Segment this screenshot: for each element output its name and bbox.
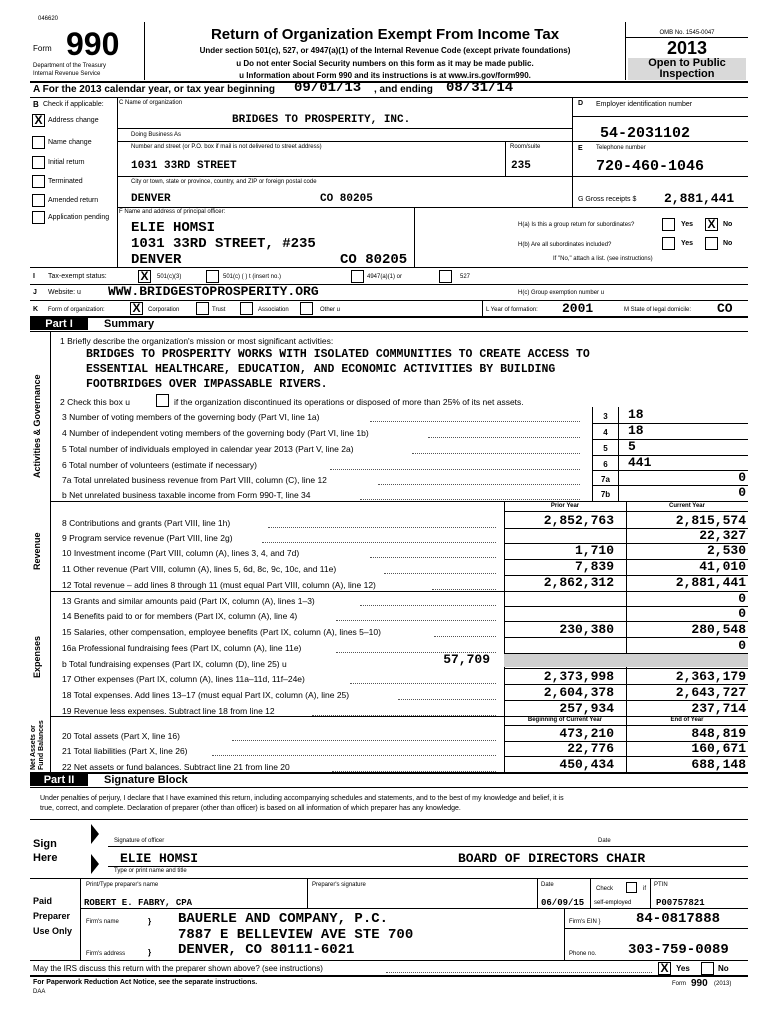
preparer-date-label: Date [541,882,554,888]
officer-state-zip[interactable]: CO 80205 [340,252,408,268]
part2-tag: Part II [30,774,88,786]
line15-label: 15 Salaries, other compensation, employee benefits (Part IX, column (A), lines 5–10) [62,627,381,637]
line3-value[interactable]: 18 [628,407,644,422]
line7b-value[interactable]: 0 [738,485,746,500]
form-subtitle: Under section 501(c), 527, or 4947(a)(1) of the Internal Revenue Code (except private foundations) [199,46,571,55]
side-revenue: Revenue [32,532,42,570]
signature-date-label: Date [598,838,611,844]
discuss-yes-checkbox[interactable]: X [658,962,671,975]
line5-label: 5 Total number of individuals employed in calendar year 2013 (Part V, line 2a) [62,444,354,454]
line21-begin[interactable]: 22,776 [567,741,614,756]
line18-current[interactable]: 2,643,727 [675,685,746,700]
i-label: I [33,273,35,280]
firm-address-line1[interactable]: 7887 E BELLEVIEW AVE STE 700 [178,927,414,943]
penalty-text-1: Under penalties of perjury, I declare that I have examined this return, including accompanying schedules and statements, and to the best of my knowledge and belief, it is [40,795,564,802]
preparer-date[interactable]: 06/09/15 [541,898,585,908]
firm-phone[interactable]: 303-759-0089 [628,942,729,958]
line18-prior[interactable]: 2,604,378 [543,685,614,700]
status-527-label: 527 [460,274,471,280]
line6-num: 6 [603,460,608,469]
line4-num: 4 [603,428,608,437]
line5-num: 5 [603,444,608,453]
footer-form-number: 990 [691,978,708,989]
line1-label: 1 Briefly describe the organization's mission or most significant activities: [60,336,334,346]
discuss-yes-label: Yes [676,964,690,973]
omb-number: OMB No. 1545-0047 [659,30,715,36]
irs-label: Internal Revenue Service [33,71,101,77]
line16b-shaded [504,654,748,667]
h-a-label: H(a) Is this a group return for subordinates? [518,222,635,228]
paperwork-notice: For Paperwork Reduction Act Notice, see the separate instructions. [33,979,258,986]
line14-label: 14 Benefits paid to or for members (Part IX, column (A), line 4) [62,611,298,621]
street-address[interactable]: 1031 33RD STREET [131,160,237,172]
line19-current[interactable]: 237,714 [691,701,746,716]
line6-label: 6 Total number of volunteers (estimate if necessary) [62,460,257,470]
col-end-year: End of Year [670,717,704,723]
tax-year-end: 08/31/14 [446,80,514,96]
tax-year-begin: 09/01/13 [294,80,362,96]
officer-city[interactable]: DENVER [131,252,182,268]
preparer-signature-label: Preparer's signature [312,882,366,888]
association-label: Association [258,307,289,313]
amended-return-label: Amended return [48,197,99,204]
j-label: J [33,289,37,296]
open-public: Open to Public [628,58,746,69]
part1-title: Summary [104,318,155,330]
other-checkbox[interactable] [300,302,313,315]
line22-begin[interactable]: 450,434 [559,757,614,772]
city-label: City or town, state or province, country, and ZIP or foreign postal code [131,179,317,185]
side-fund-balances: Fund Balances [38,720,45,770]
line14-current[interactable]: 0 [738,606,746,621]
footer-form-word: Form [672,981,686,987]
k-label: K [33,306,39,313]
gross-receipts-label: G Gross receipts $ [578,196,637,203]
line4-label: 4 Number of independent voting members of the governing body (Part VI, line 1b) [62,428,369,438]
address-change-label: Address change [48,117,99,124]
check-if-applicable: Check if applicable: [43,101,104,108]
here-label: Here [33,852,58,864]
f-label: F Name and address of principal officer: [119,209,226,215]
if-label: if [643,886,646,892]
line17-prior[interactable]: 2,373,998 [543,669,614,684]
status-501c-checkbox[interactable] [206,270,219,283]
line13-current[interactable]: 0 [738,591,746,606]
line11-prior[interactable]: 7,839 [574,559,614,574]
application-pending-label: Application pending [48,214,110,221]
name-change-checkbox[interactable] [32,136,45,149]
gross-receipts[interactable]: 2,881,441 [664,191,735,206]
side-activities-governance: Activities & Governance [32,374,42,478]
hb-no-label: No [723,240,733,247]
mission-line-1[interactable]: BRIDGES TO PROSPERITY WORKS WITH ISOLATED COMMUNITIES TO CREATE ACCESS TO [86,348,590,361]
state-domicile[interactable]: CO [717,301,733,316]
line22-end[interactable]: 688,148 [691,757,746,772]
line17-current[interactable]: 2,363,179 [675,669,746,684]
tax-year: 2013 [666,38,708,58]
year-formation-label: L Year of formation: [486,307,538,313]
ha-no-label: No [723,221,733,228]
open-inspection: Inspection [628,69,746,80]
trust-label: Trust [212,307,226,313]
signature-officer-label: Signature of officer [114,838,165,844]
status-4947-checkbox[interactable] [351,270,364,283]
line7b-num: 7b [600,490,611,499]
line9-label: 9 Program service revenue (Part VIII, line 2g) [62,533,233,543]
officer-address[interactable]: 1031 33RD STREET, #235 [131,236,316,252]
line15-prior[interactable]: 230,380 [559,622,614,637]
application-pending-checkbox[interactable] [32,211,45,224]
phone-label: Telephone number [596,145,646,151]
line16a-current[interactable]: 0 [738,638,746,653]
dba-label: Doing Business As [131,132,182,138]
name-change-label: Name change [48,139,92,146]
city[interactable]: DENVER [131,193,171,205]
street-label: Number and street (or P.O. box if mail is not delivered to street address) [131,144,322,150]
discuss-no-label: No [718,964,729,973]
col-prior-year: Prior Year [550,503,580,509]
self-employed-label: self-employed [594,900,632,906]
ha-yes-checkbox[interactable] [662,218,675,231]
status-501c3-checkbox[interactable]: X [138,270,151,283]
association-checkbox[interactable] [240,302,253,315]
line4-value[interactable]: 18 [628,423,644,438]
discuss-question: May the IRS discuss this return with the preparer shown above? (see instructions) [33,964,323,973]
terminated-checkbox[interactable] [32,175,45,188]
line20-end[interactable]: 848,819 [691,726,746,741]
d-label: D [578,100,584,107]
line-a-label: A For the 2013 calendar year, or tax year beginning [33,84,275,95]
line20-label: 20 Total assets (Part X, line 16) [62,731,180,741]
line19-prior[interactable]: 257,934 [559,701,614,716]
check-label: Check [596,886,614,892]
line13-label: 13 Grants and similar amounts paid (Part IX, column (A), lines 1–3) [62,596,315,606]
line9-current[interactable]: 22,327 [699,528,746,543]
officer-printed-name[interactable]: ELIE HOMSI [120,851,199,866]
website-label: Website: u [48,289,81,296]
preparer-label: Preparer [33,911,71,921]
line12-label: 12 Total revenue – add lines 8 through 11 (must equal Part VIII, column (A), line 12) [62,580,376,590]
firm-address-line2[interactable]: DENVER, CO 80111-6021 [178,942,355,958]
year-formation[interactable]: 2001 [562,301,594,316]
form-code: 046620 [38,16,59,22]
tax-exempt-status-label: Tax-exempt status: [48,273,107,280]
line12-current[interactable]: 2,881,441 [675,575,746,590]
line5-value[interactable]: 5 [628,439,636,454]
ein[interactable]: 54-2031102 [600,125,691,142]
sign-arrows [90,822,100,878]
initial-return-checkbox[interactable] [32,156,45,169]
line3-label: 3 Number of voting members of the governing body (Part VI, line 1a) [62,412,320,422]
line16a-label: 16a Professional fundraising fees (Part IX, column (A), line 11e) [62,643,302,653]
side-net-assets: Net Assets or [30,725,37,770]
self-employed-checkbox[interactable] [626,882,637,893]
line7b-label: b Net unrelated business taxable income from Form 990-T, line 34 [62,490,311,500]
col-current-year: Current Year [669,503,705,509]
status-501c3-label: 501(c)(3) [157,274,182,280]
line11-current[interactable]: 41,010 [699,559,746,574]
sign-label: Sign [33,838,57,850]
line6-value[interactable]: 441 [628,455,652,470]
corporation-label: Corporation [148,307,180,313]
group-exemption-label: H(c) Group exemption number u [518,290,605,296]
amended-return-checkbox[interactable] [32,194,45,207]
line3-num: 3 [603,412,608,421]
preparer-name[interactable]: ROBERT E. FABRY, CPA [84,898,193,908]
line7a-num: 7a [601,475,610,484]
firm-name[interactable]: BAUERLE AND COMPANY, P.C. [178,911,389,927]
form-word: Form [33,44,52,53]
address-change-checkbox[interactable]: X [32,114,45,127]
line21-label: 21 Total liabilities (Part X, line 26) [62,746,188,756]
ein-label: Employer identification number [596,101,693,108]
part2-title: Signature Block [104,774,188,786]
ptin-value[interactable]: P00757821 [656,898,705,908]
type-print-label: Type or print name and title [114,868,187,874]
officer-name[interactable]: ELIE HOMSI [131,220,216,236]
firm-address-label: Firm's address [86,951,126,957]
info-notice: u Information about Form 990 and its instructions is at www.irs.gov/form990. [239,71,531,80]
firm-name-label: Firm's name [86,919,119,925]
room-suite[interactable]: 235 [511,160,531,172]
telephone[interactable]: 720-460-1046 [596,158,705,175]
line10-prior[interactable]: 1,710 [574,543,614,558]
dept-treasury: Department of the Treasury [33,63,107,69]
footer-form-year: (2013) [714,981,732,987]
line20-begin[interactable]: 473,210 [559,726,614,741]
initial-return-label: Initial return [48,159,85,166]
use-only-label: Use Only [33,926,73,936]
col-begin-year: Beginning of Current Year [527,717,603,723]
line2-label: 2 Check this box u [60,397,130,407]
other-label: Other u [320,307,341,313]
line22-label: 22 Net assets or fund balances. Subtract line 21 from line 20 [62,762,290,772]
phone-no-label: Phone no. [569,951,597,957]
line8-current[interactable]: 2,815,574 [675,513,746,528]
trust-checkbox[interactable] [196,302,209,315]
h-note: If "No," attach a list. (see instructions) [553,256,653,262]
ha-yes-label: Yes [681,221,694,228]
hb-yes-checkbox[interactable] [662,237,675,250]
corporation-checkbox[interactable]: X [130,302,143,315]
room-label: Room/suite [510,144,541,150]
line21-end[interactable]: 160,671 [691,741,746,756]
mission-line-2[interactable]: ESSENTIAL HEALTHCARE, EDUCATION, AND ECONOMIC ACTIVITIES BY BUILDING [86,363,556,376]
line15-current[interactable]: 280,548 [691,622,746,637]
officer-title[interactable]: BOARD OF DIRECTORS CHAIR [458,851,646,866]
line17-label: 17 Other expenses (Part IX, column (A), lines 11a–11d, 11f–24e) [62,674,305,684]
discuss-no-checkbox[interactable] [701,962,714,975]
ssn-notice: u Do not enter Social Security numbers on this form as it may be made public. [236,59,534,68]
paid-label: Paid [33,896,53,906]
line16b-fundraising[interactable]: 57,709 [443,652,490,667]
ha-no-checkbox[interactable]: X [705,218,718,231]
discontinued-checkbox[interactable] [156,394,169,407]
form-of-org-label: Form of organization: [48,307,105,313]
preparer-name-label: Print/Type preparer's name [86,882,159,888]
h-b-label: H(b) Are all subordinates included? [518,242,612,248]
state-zip[interactable]: CO 80205 [320,193,373,205]
line10-current[interactable]: 2,530 [706,543,746,558]
firm-ein[interactable]: 84-0817888 [636,911,721,927]
state-domicile-label: M State of legal domicile: [624,307,692,313]
b-label: B [33,100,39,109]
hb-yes-label: Yes [681,240,694,247]
firm-ein-label: Firm's EIN } [569,919,601,925]
website[interactable]: WWW.BRIDGESTOPROSPERITY.ORG [108,284,319,299]
status-527-checkbox[interactable] [439,270,452,283]
side-expenses: Expenses [32,635,42,678]
line10-label: 10 Investment income (Part VIII, column (A), lines 3, 4, and 7d) [62,548,300,558]
line16b-label: b Total fundraising expenses (Part IX, column (D), line 25) u [62,659,287,669]
terminated-label: Terminated [48,178,83,185]
line7a-value[interactable]: 0 [738,470,746,485]
and-ending-label: , and ending [374,84,433,95]
penalty-text-2: true, correct, and complete. Declaration of preparer (other than officer) is based on all information of which preparer has any knowledge. [40,805,461,812]
form-title: Return of Organization Exempt From Income Tax [210,26,560,43]
line8-label: 8 Contributions and grants (Part VIII, line 1h) [62,518,231,528]
line19-label: 19 Revenue less expenses. Subtract line 18 from line 12 [62,706,275,716]
c-label: C Name of organization [119,100,183,106]
line12-prior[interactable]: 2,862,312 [543,575,614,590]
form-number: 990 [66,26,120,62]
mission-line-3[interactable]: FOOTBRIDGES OVER IMPASSABLE RIVERS. [86,378,328,391]
line8-prior[interactable]: 2,852,763 [543,513,614,528]
line2-text: if the organization discontinued its operations or disposed of more than 25% of its net assets. [174,397,524,407]
status-4947-label: 4947(a)(1) or [367,274,403,280]
ptin-label: PTIN [654,882,668,888]
hb-no-checkbox[interactable] [705,237,718,250]
status-501c-label: 501(c) ( ) t (insert no.) [223,274,282,280]
line18-label: 18 Total expenses. Add lines 13–17 (must equal Part IX, column (A), line 25) [62,690,350,700]
org-name[interactable]: BRIDGES TO PROSPERITY, INC. [232,114,411,126]
line11-label: 11 Other revenue (Part VIII, column (A), lines 5, 6d, 8c, 9c, 10c, and 11e) [62,564,337,574]
part1-tag: Part I [30,318,88,330]
line7a-label: 7a Total unrelated business revenue from Part VIII, column (C), line 12 [62,475,327,485]
e-label: E [578,145,583,152]
daa-label: DAA [33,989,46,995]
